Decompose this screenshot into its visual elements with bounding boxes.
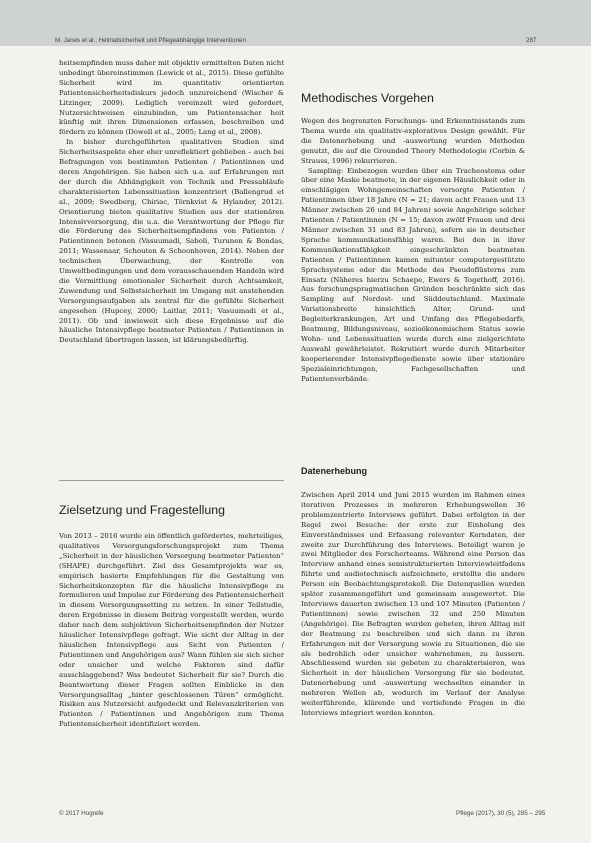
heading-aim: Zielsetzung und Fragestellung xyxy=(59,503,225,517)
running-head: M. Janes et al.: Heimatsicherheit und Pflegeabhängige Interventionen xyxy=(55,37,246,44)
data-collection-body xyxy=(301,491,525,719)
aim-section-body xyxy=(59,532,284,730)
left-column-body xyxy=(59,59,284,346)
footer-copyright: © 2017 Hogrefe xyxy=(59,810,104,817)
methods-section-body xyxy=(301,117,525,384)
heading-methods: Methodisches Vorgehen xyxy=(301,91,434,105)
footer-citation: Pflege (2017), 30 (5), 285 – 295 xyxy=(456,810,546,817)
page-number: 287 xyxy=(526,37,537,44)
paragraph: Wegen des begrenzten Forschungs- und Erkenntnisstands zum Thema wurde ein qualitativ-exploratives Design gewählt. Für die Datenerhebung und -auswertung wurden Methoden genutzt, die auf die Grounded Theory Methodologie (Corbin & Strauss, 1996) rekurrieren. xyxy=(301,117,525,165)
paragraph: heitsempfinden muss daher mit objektiv ermittelten Daten nicht unbedingt übereinstimmen (Lewick et al., 2015). Diese gefühlte Sicherheit wird im quantitativ orientierten Patientensicherheitsdiskurs jedoch unzureichend (Wischer & Litzinger, 2009). Lediglich vereinzelt wird gefordert, Nutzersichtweisen einzubinden, um Patientensicher heit künftig mit ihren Dimensionen erfassen, beschreiben und fördern zu können (Dowell et al., 2005; Lang et al., 2008). xyxy=(59,59,284,137)
paragraph: Sampling: Einbezogen wurden über ein Tracheostoma oder über eine Maske beatmete, in der eigenen Häuslichkeit oder in einschlägigen Wohngemeinschaften versorgte Patienten / Patientinnen über 18 Jahre (N = 21; davon acht Frauen und 13 Männer zwischen 26 und 84 Jahren) sowie Angehörige solcher Patienten / Patientinnen (N = 15; davon zwölf Frauen und drei Männer zwischen 31 und 83 Jahren), sofern sie in deutscher Sprache kommunikationsfähig waren. Bei den in ihrer Kommunikationsfähigkeit eingeschränkten beatmeten Patienten / Patientinnen kamen mitunter computergestützte Sprachsysteme oder die Methode des Pseudoflüsterns zum Einsatz (Näheres hierzu Schaepe, Ewers & Togethoff, 2016). Aus forschungspragmatischen Gründen beschränkte sich das Sampling auf Nordost- und Süddeutschland. Maximale Variationsbreite hinsichtlich Alter, Grund- und Begleiterkrankungen, Art und Umfang des Pflegebedarfs, Beatmung, Bildungsniveau, sozioökonomischem Status sowie Wohn- und Lebenssituation wurde durch eine zielgerichtete Auswahl gewährleistet. Rekrutiert wurde durch Mitarbeiter kooperierender Intensivpflegedienste sowie über stationäre Spezialeinrichtungen, Fachgesellschaften und Patientenverbände. xyxy=(301,166,525,383)
paragraph: Zwischen April 2014 und Juni 2015 wurden im Rahmen eines iterativen Prozesses in mehreren Erhebungswellen 36 problemzentrierte Interviews geführt. Dabei erfolgten in der Regel zwei Besuche: der erste zur Einholung des Einverständnisses und Erfassung relevanter Kerndaten, der zweite zur Durchführung des Interviews. Beteiligt waren je zwei Mitglieder des Forscherteams. Während eine Person das Interview anhand eines semistrukturierten Interviewleitfadens führte und audiotechnisch aufzeichnete, erstellte die andere Person ein Beobachtungsprotokoll. Die Datenquellen wurden später zusammengeführt und gemeinsam ausgewertet. Die Interviews dauerten zwischen 13 und 107 Minuten (Patienten / Patientinnen) sowie zwischen 32 und 250 Minuten (Angehörige). Die Befragten wurden gebeten, ihren Alltag mit der Beatmung zu beschreiben und sich dann zu ihren Erfahrungen mit der Versorgung sowie zu Situationen, die sie als bedrohlich oder unsicher wahrnehmen, zu äussern. Abschliessend wurden sie gebeten zu charakterisieren, was Sicherheit in der häuslichen Versorgung für sie bedeutet. Datenerhebung und -auswertung wechselten einander in mehreren Wellen ab, wodurch im Verlauf der Analyse weiterführende, klärende und vertiefende Fragen in die Interviews integriert werden konnten. xyxy=(301,491,525,717)
paragraph: In bisher durchgeführten qualitativen Studien sind Sicherheitsaspekte eher eher unreflektiert geblieben – auch bei Befragungen von bestimmten Patienten / Patientinnen und deren Angehörigen. Sie haben sich u.a. auf Erfahrungen mit der durch die Abhängigkeit von Technik und Pressabläufe charakterisierten Lebenssituation konzentriert (Ballengrud et al., 2009; Swedberg, Chiriac, Törnkvist & Hylander, 2012). Orientierung bieten qualitative Studien aus der stationären Intensivversorgung, die u.a. die Verantwortung der Pflege für die Förderung des Sicherheitsempfindens von Patienten / Patientinnen betonen (Vasuumadi, Saboli, Turunen & Bondas, 2011; Wassenaar, Schouten & Schoonhoven, 2014). Neben der technischen Überwachung, der Kontrolle von Umweltbedingungen und dem vorausschauenden Handeln wird die Vermittlung emotionaler Sicherheit durch Achtsamkeit, Zuwendung und Selbstsicherheit im Umgang mit anstehenden Versorgungsaufgaben als zentral für die gefühlte Sicherheit angesehen (Hupcey, 2000; Laitlar, 2011; Vasuumadi et al., 2011). Ob und inwieweit sich diese Ergebnisse auf die häusliche Intensivpflege beatmeter Patienten / Patientinnen in Deutschland übertragen lassen, ist klärungsbedürftig. xyxy=(59,138,284,345)
section-divider xyxy=(59,480,284,481)
paragraph: Von 2013 – 2016 wurde ein öffentlich gefördertes, mehrteiliges, qualitatives Versorgungsforschungsprojekt zum Thema „Sicherheit in der häuslichen Versorgung beatmeter Patienten“ (SHAPE) durchgeführt. Ziel des Gesamtprojekts war es, empirisch basierte Empfehlungen für die Gestaltung von Sicherheitskonzepten für die häusliche Intensivpflege zu formulieren und Impulse zur Förderung des Patientensicherheit in diesem Versorgungssetting zu setzen. In einer Teilstudie, deren Ergebnisse in diesem Beitrag vorgestellt werden, wurde daher nach dem subjektiven Sicherheitsempfinden der Nutzer häuslicher Intensivpflege gefragt. Wie sicht der Alltag in der häuslichen Intensivpflege aus Sicht von Patienten / Patientinnen und Angehörigen aus? Wann fühlen sie sich sicher oder unsicher und welche Faktoren sind dafür ausschlaggebend? Was bedeutet Sicherheit für sie? Durch die Beantwortung dieser Fragen sollten Einblicke in den Versorgungsalltag „hinter geschlossenen Türen“ ermöglicht. Risiken aus Nutzersicht aufgedeckt und Relevanzkriterien von Patienten / Patientinnen und Angehörigen zum Thema Patientensicherheit identifiziert werden. xyxy=(59,532,284,729)
subheading-data-collection: Datenerhebung xyxy=(301,466,368,476)
